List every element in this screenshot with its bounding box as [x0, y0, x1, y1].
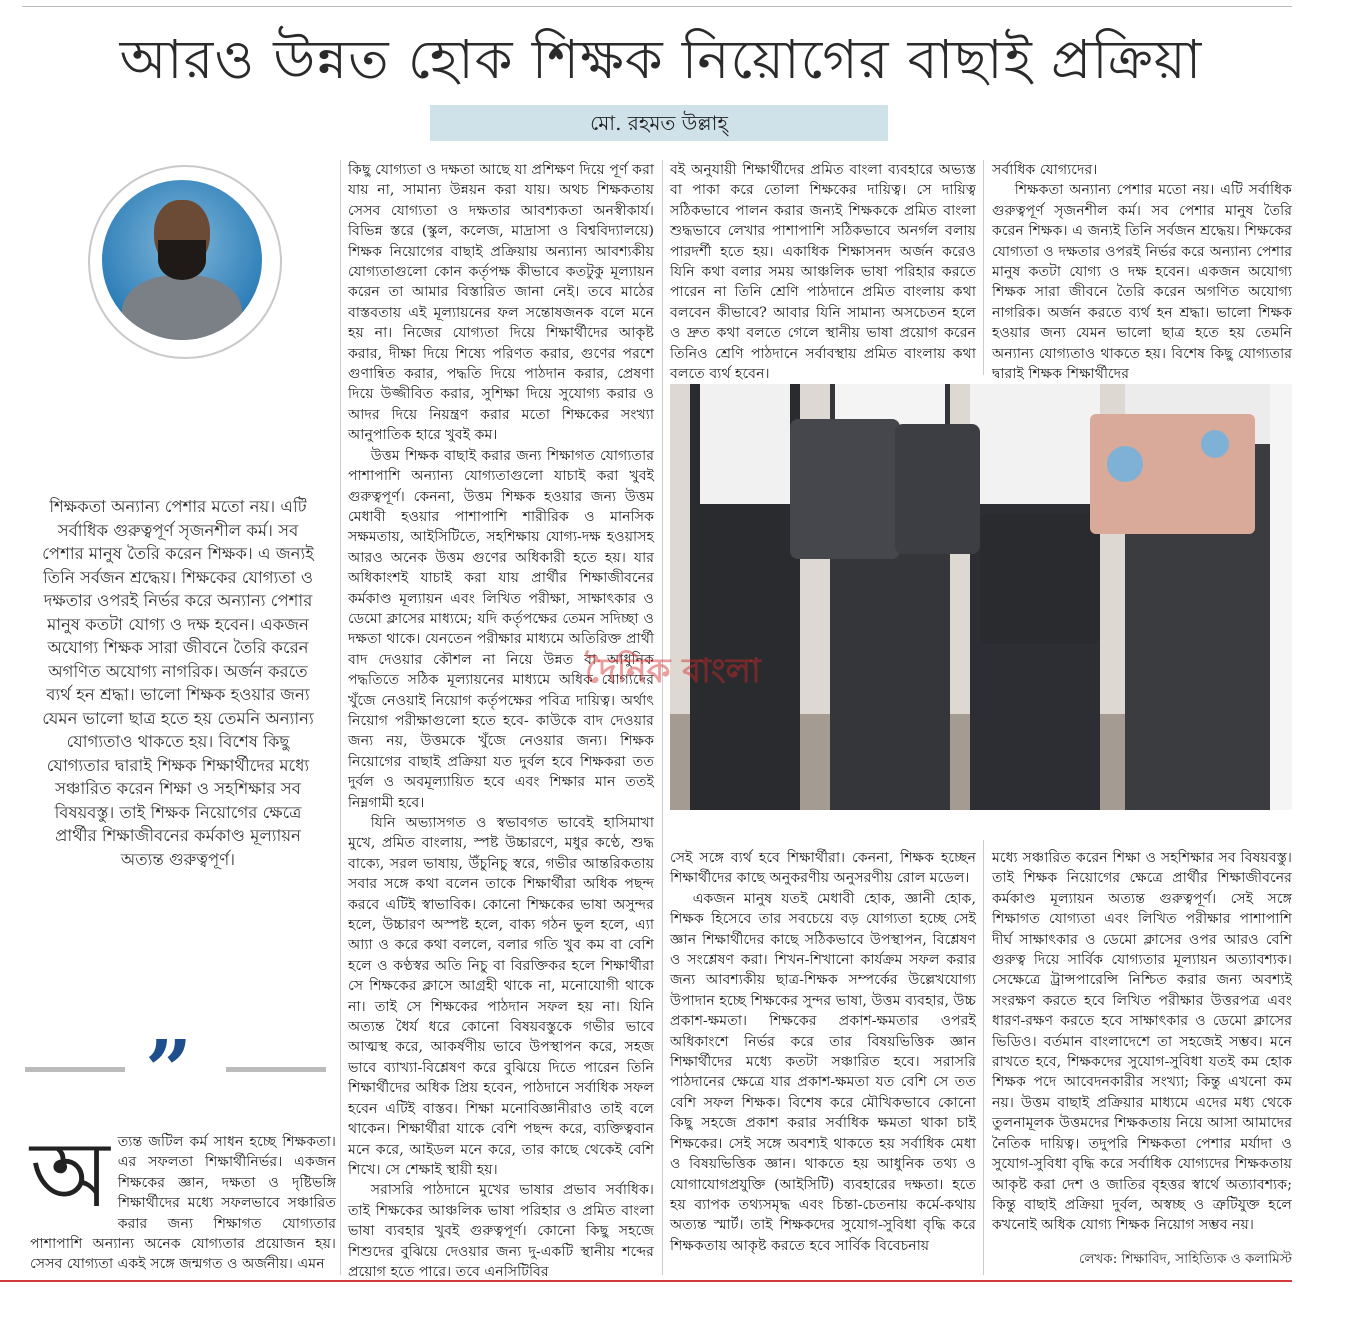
paragraph: সেই সঙ্গে ব্যর্থ হবে শিক্ষার্থীরা। কেননা, শিক্ষক হচ্ছেন শিক্ষার্থীদের কাছে অনুকরণীয় অনুসরণীয় রোল মডেল। [670, 850, 976, 887]
column-rule [662, 160, 663, 1275]
drop-cap: অ [30, 1121, 110, 1228]
column-rule [983, 160, 984, 375]
author-photo [102, 180, 262, 340]
article-photo [670, 384, 1292, 810]
column-3-bottom [670, 848, 976, 1256]
paragraph: শিক্ষকতা অন্যান্য পেশার মতো নয়। এটি সর্বাধিক গুরুত্বপূর্ণ সৃজনশীল কর্ম। সব পেশার মানুষ তৈরি করেন শিক্ষক। এ জন্যই তিনি সর্বজন শ্রদ্ধেয়। শিক্ষকের যোগ্যতা ও দক্ষতার ওপরই নির্ভর করে অন্যান্য পেশার মানুষ কতটা যোগ্য ও দক্ষ হবেন। একজন অযোগ্য শিক্ষক সারা জীবনে তৈরি করেন অগণিত অযোগ্য নাগরিক। অর্জন করতে ব্যর্থ হন শ্রদ্ধা। ভালো শিক্ষক হওয়ার জন্য যেমন ভালো ছাত্র হতে হয় তেমনি অন্যান্য যোগ্যতাও থাকতে হয়। বিশেষ কিছু যোগ্যতার দ্বারাই শিক্ষক শিক্ষার্থীদের [992, 182, 1292, 383]
column-3-top [670, 160, 976, 384]
column-2 [348, 160, 654, 1282]
author-shirt [122, 275, 242, 340]
paragraph: সর্বাধিক যোগ্যদের। [992, 162, 1098, 178]
quote-mark-icon: ” [145, 1023, 193, 1119]
paragraph: যিনি অভ্যাসগত ও স্বভাবগত ভাবেই হাসিমাখা মুখে, প্রমিত বাংলায়, স্পষ্ট উচ্চারণে, মধুর কণ্ঠে, শুদ্ধ বাক্যে, সরল ভাষায়, উঁচুনিচু স্বরে, গভীর আন্তরিকতায় সবার সঙ্গে কথা বলেন তাকে শিক্ষার্থীরা অধিক পছন্দ করবে এটিই স্বাভাবিক। কোনো শিক্ষকের ভাষা অসুন্দর হলে, উচ্চারণ অস্পষ্ট হলে, বাক্য গঠন ভুল হলে, এ্যা আ্যা ও করে কথা বললে, বলার গতি খুব কম বা বেশি হলে ও কণ্ঠস্বর অতি নিচু বা বিরক্তিকর হলে শিক্ষার্থীরা সে শিক্ষকের ক্লাসে আগ্রহী থাকে না, মনোযোগী থাকে না। তাই সে শিক্ষকের পাঠদান সফল হয় না। যিনি অত্যন্ত ধৈর্য ধরে কোনো বিষয়বস্তুকে গভীর ভাবে আত্মস্থ করে, আকর্ষণীয় ভাবে উপস্থাপন করে, সহজ ভাবে ব্যাখ্যা-বিশ্লেষণ করে বুঝিয়ে দিতে পারেন তিনি শিক্ষার্থীদের অধিক প্রিয় হবেন, পাঠদানে সর্বাধিক সফল হবেন এটিই বাস্তব। শিক্ষা মনোবিজ্ঞানীরাও তাই বলে থাকেন। শিক্ষার্থীরা যাকে বেশি পছন্দ করে, ব্যক্তিত্ববান মনে করে, আইডল মনে করে, তার কাছে থেকেই বেশি শিখে। সে শেক্ষাই স্থায়ী হয়। [348, 815, 654, 1178]
paragraph: একজন মানুষ যতই মেধাবী হোক, জ্ঞানী হোক, শিক্ষক হিসেবে তার সবচেয়ে বড় যোগ্যতা হচ্ছে সেই জ্ঞান শিক্ষার্থীদের কাছে সঠিকভাবে উপস্থাপন, বিশ্লেষণ ও সংশ্লেষণ করা। শিখন-শিখানো কার্যক্রম সফল করার জন্য আবশ্যকীয় ছাত্র-শিক্ষক সম্পর্কের উল্লেখযোগ্য উপাদান হচ্ছে শিক্ষকের সুন্দর ভাষা, উত্তম ব্যবহার, উচ্চ প্রকাশ-ক্ষমতা। শিক্ষকের প্রকাশ-ক্ষমতার ওপরই অধিকাংশে নির্ভর করে তার বিষয়ভিত্তিক জ্ঞান শিক্ষার্থীদের মধ্যে কতটা সঞ্চারিত হবে। সরাসরি পাঠদানের ক্ষেত্রে যার প্রকাশ-ক্ষমতা যত বেশি সে তত বেশি সফল শিক্ষক। বিশেষ করে মৌখিকভাবে কোনো কিছু সহজে প্রকাশ করার সর্বাধিক ক্ষমতা থাকা চাই শিক্ষকের। সেই সঙ্গে অবশ্যই থাকতে হয় সর্বাধিক মেধা ও বিষয়ভিত্তিক জ্ঞান। থাকতে হয় আধুনিক তথ্য ও যোগাযোগপ্রযুক্তি (আইসিটি) ব্যবহারের দক্ষতা। হতে হয় ব্যাপক তথ্যসমৃদ্ধ এবং চিন্তা-চেতনায় কর্মে-কথায় অত্যন্ত স্মার্ট। তাই শিক্ষকদের সুযোগ-সুবিধা বৃদ্ধি করে শিক্ষকতায় আকৃষ্ট করতে হবে সার্বিক বিবেচনায় [670, 890, 976, 1254]
headline: আরও উন্নত হোক শিক্ষক নিয়োগের বাছাই প্রক্রিয়া [119, 28, 1203, 91]
paragraph: মধ্যে সঞ্চারিত করেন শিক্ষা ও সহশিক্ষার সব বিষয়বস্তু। তাই শিক্ষক নিয়োগের ক্ষেত্রে প্রার্থীর শিক্ষাজীবনের কর্মকাণ্ড মূল্যায়ন অত্যন্ত গুরুত্বপূর্ণ। সেই সঙ্গে শিক্ষাগত যোগ্যতা এবং লিখিত পরীক্ষার পাশাপাশি দীর্ঘ সাক্ষাৎকার ও ডেমো ক্লাসের ওপর আরও বেশি গুরুত্ব দিয়ে সার্বিক যোগ্যতার মূল্যায়ন অত্যাবশ্যক। সেক্ষেত্রে ট্রান্সপারেন্সি নিশ্চিত করার জন্য অবশ্যই সংরক্ষণ করতে হবে লিখিত পরীক্ষার উত্তরপত্র এবং ধারণ-রক্ষণ করতে হবে সাক্ষাৎকার ও ডেমো ক্লাসের ভিডিও। বর্তমান বাংলাদেশে তা সহজেই সম্ভব। মনে রাখতে হবে, শিক্ষকদের সুযোগ-সুবিধা যতই কম হোক শিক্ষক পদে আবেদনকারীর সংখ্যা; কিন্তু এখনো কম নয়। উত্তম বাছাই প্রক্রিয়ার মাধ্যমে এদের মধ্য থেকে তুলনামূলক উত্তমদের শিক্ষকতায় নিয়ে আসা আমাদের নৈতিক দায়িত্ব। তদুপরি শিক্ষকতা পেশার মর্যাদা ও সুযোগ-সুবিধা বৃদ্ধি করে সর্বাধিক যোগ্যদের শিক্ষকতায় আকৃষ্ট করা দেশ ও জাতির বৃহত্তর স্বার্থে অত্যাবশ্যক; কিন্তু বাছাই প্রক্রিয়া দুর্বল, অস্বচ্ছ ও ত্রুটিযুক্ত হলে কখনোই অধিক যোগ্য শিক্ষক নিয়োগ সম্ভব নয়। [992, 850, 1292, 1234]
bottom-rule [0, 1280, 1292, 1282]
paragraph: ত্যন্ত জটিল কর্ম সাধন হচ্ছে শিক্ষকতা। এর সফলতা শিক্ষার্থীনির্ভর। একজন শিক্ষকের জ্ঞান, দক্ষতা ও দৃষ্টিভঙ্গি শিক্ষার্থীদের মধ্যে সফলভাবে সঞ্চারিত করার জন্য শিক্ষাগত যোগ্যতার পাশাপাশি অন্যান্য অনেক যোগ্যতার প্রয়োজন হয়। সেসব যোগ্যতা একই সঙ্গে জন্মগত ও অর্জনীয়। এমন [30, 1134, 336, 1273]
byline: মো. রহমত উল্লাহ্ [430, 105, 888, 141]
paragraph: সরাসরি পাঠদানে মুখের ভাষার প্রভাব সর্বাধিক। তাই শিক্ষকের আঞ্চলিক ভাষা পরিহার ও প্রমিত বাংলা ভাষা ব্যবহার খুবই গুরুত্বপূর্ণ। কোনো কিছু সহজে শিশুদের বুঝিয়ে দেওয়ার জন্য দু-একটি স্থানীয় শব্দের প্রয়োগ হতে পারে। তবে এনসিটিবির [348, 1182, 654, 1280]
article-photo-illustration [670, 384, 1292, 810]
column-1 [30, 1121, 336, 1275]
quote-divider-right [226, 1067, 326, 1072]
paragraph: উত্তম শিক্ষক বাছাই করার জন্য শিক্ষাগত যোগ্যতার পাশাপাশি অন্যান্য যোগ্যতাগুলো যাচাই করা খুবই গুরুত্বপূর্ণ। কেননা, উত্তম শিক্ষক হওয়ার জন্য উত্তম মেধাবী হওয়ার পাশাপাশি শারীরিক ও মানসিক সক্ষমতায়, আইসিটিতে, সহশিক্ষায় যোগ্য-দক্ষ হওয়াসহ আরও অনেক উত্তম গুণের অধিকারী হতে হয়। যার অধিকাংশই যাচাই করা যায় প্রার্থীর শিক্ষাজীবনের কর্মকাণ্ড মূল্যায়ন এবং লিখিত পরীক্ষা, সাক্ষাৎকার ও ডেমো ক্লাসের মাধ্যমে; যদি কর্তৃপক্ষের তেমন সদিচ্ছা ও দক্ষতা থাকে। যেনতেন পরীক্ষার মাধ্যমে অতিরিক্ত প্রার্থী বাদ দেওয়ার কৌশল না নিয়ে উন্নত বা আধুনিক পদ্ধতিতে সঠিক মূল্যায়নের মাধ্যমে অধিক যোগ্যদের খুঁজে নেওয়াই নিয়োগ কর্তৃপক্ষের পবিত্র দায়িত্ব। অর্থাৎ নিয়োগ পরীক্ষাগুলো হতে হবে- কাউকে বাদ দেওয়ার জন্য নয়, উত্তমকে খুঁজে নেওয়ার জন্য। শিক্ষক নিয়োগের বাছাই প্রক্রিয়া যত দুর্বল হবে শিক্ষকরা তত দুর্বল ও অবমূল্যায়িত হবে এবং শিক্ষার মান ততই নিম্নগামী হবে। [348, 447, 654, 811]
author-note: লেখক: শিক্ষাবিদ, সাহিত্যিক ও কলামিস্ট [1078, 1251, 1292, 1267]
top-rule [22, 6, 1292, 7]
column-rule [340, 160, 341, 1275]
column-4-top [992, 160, 1292, 384]
pull-quote: শিক্ষকতা অন্যান্য পেশার মতো নয়। এটি সর্বাধিক গুরুত্বপূর্ণ সৃজনশীল কর্ম। সব পেশার মানুষ তৈরি করেন শিক্ষক। এ জন্যই তিনি সর্বজন শ্রদ্ধেয়। শিক্ষকের যোগ্যতা ও দক্ষতার ওপরই নির্ভর করে অন্যান্য পেশার মানুষ কতটা যোগ্য ও দক্ষ হবেন। একজন অযোগ্য শিক্ষক সারা জীবনে তৈরি করেন অগণিত অযোগ্য নাগরিক। অর্জন করতে ব্যর্থ হন শ্রদ্ধা। ভালো শিক্ষক হওয়ার জন্য যেমন ভালো ছাত্র হতে হয় তেমনি অন্যান্য যোগ্যতাও থাকতে হয়। বিশেষ কিছু যোগ্যতার দ্বারাই শিক্ষক শিক্ষার্থীদের মধ্যে সঞ্চারিত করেন শিক্ষা ও সহশিক্ষার সব বিষয়বস্তু। তাই শিক্ষক নিয়োগের ক্ষেত্রে প্রার্থীর শিক্ষাজীবনের কর্মকাণ্ড মূল্যায়ন অত্যন্ত গুরুত্বপূর্ণ। [42, 497, 314, 869]
author-beard [158, 240, 206, 280]
paragraph: বই অনুযায়ী শিক্ষার্থীদের প্রমিত বাংলা ব্যবহারে অভ্যস্ত বা পাকা করে তোলা শিক্ষকের দায়িত্ব। সে দায়িত্ব সঠিকভাবে পালন করার জন্যই শিক্ষককে প্রমিত বাংলা শুদ্ধভাবে লেখার পাশাপাশি সঠিকভাবে অনর্গল বলায় পারদর্শী হতে হয়। একাধিক শিক্ষাসনদ অর্জন করেও যিনি কথা বলার সময় আঞ্চলিক ভাষা পরিহার করতে পারেন না তিনি শ্রেণি পাঠদানে প্রমিত বাংলায় কথা বলবেন কীভাবে? আবার যিনি সামান্য অসচেতন হলে ও দ্রুত কথা বলতে গেলে স্থানীয় ভাষা প্রয়োগ করেন তিনিও শ্রেণি পাঠদানে সর্বাবস্থায় প্রমিত বাংলায় কথা বলতে ব্যর্থ হবেন। [670, 162, 976, 383]
paragraph: কিছু যোগ্যতা ও দক্ষতা আছে যা প্রশিক্ষণ দিয়ে পূর্ণ করা যায় না, সামান্য উন্নয়ন করা যায়। অথচ শিক্ষকতায় সেসব যোগ্যতা ও দক্ষতার আবশ্যকতা অনস্বীকার্য। বিভিন্ন স্তরে (স্কুল, কলেজ, মাদ্রাসা ও বিশ্ববিদ্যালয়ে) শিক্ষক নিয়োগের বাছাই প্রক্রিয়ায় অন্যান্য আবশ্যকীয় যোগ্যতাগুলো কোন কর্তৃপক্ষ কীভাবে কতটুকু মূল্যায়ন করেন তা আমার বিস্তারিত জানা নেই। তবে মাঠের বাস্তবতায় এই মূল্যায়নের ফল সন্তোষজনক বলে মনে হয় না। নিজের যোগ্যতা দিয়ে শিক্ষার্থীদের আকৃষ্ট করার, দীক্ষা দিয়ে শিষ্যে পরিণত করার, গুণের পরশে গুণান্বিত করার, পদ্ধতি দিয়ে পাঠদান করার, প্রেষণা দিয়ে উজ্জীবিত করার, সুশিক্ষা দিয়ে সুযোগ্য করার ও আদর দিয়ে নিয়ন্ত্রণ করার মতো শিক্ষকের সংখ্যা আনুপাতিক হারে খুবই কম। [348, 162, 654, 444]
column-rule [983, 840, 984, 1275]
quote-divider-left [25, 1067, 125, 1072]
watermark: দৈনিক বাংলা [585, 651, 761, 691]
column-4-bottom [992, 848, 1292, 1236]
